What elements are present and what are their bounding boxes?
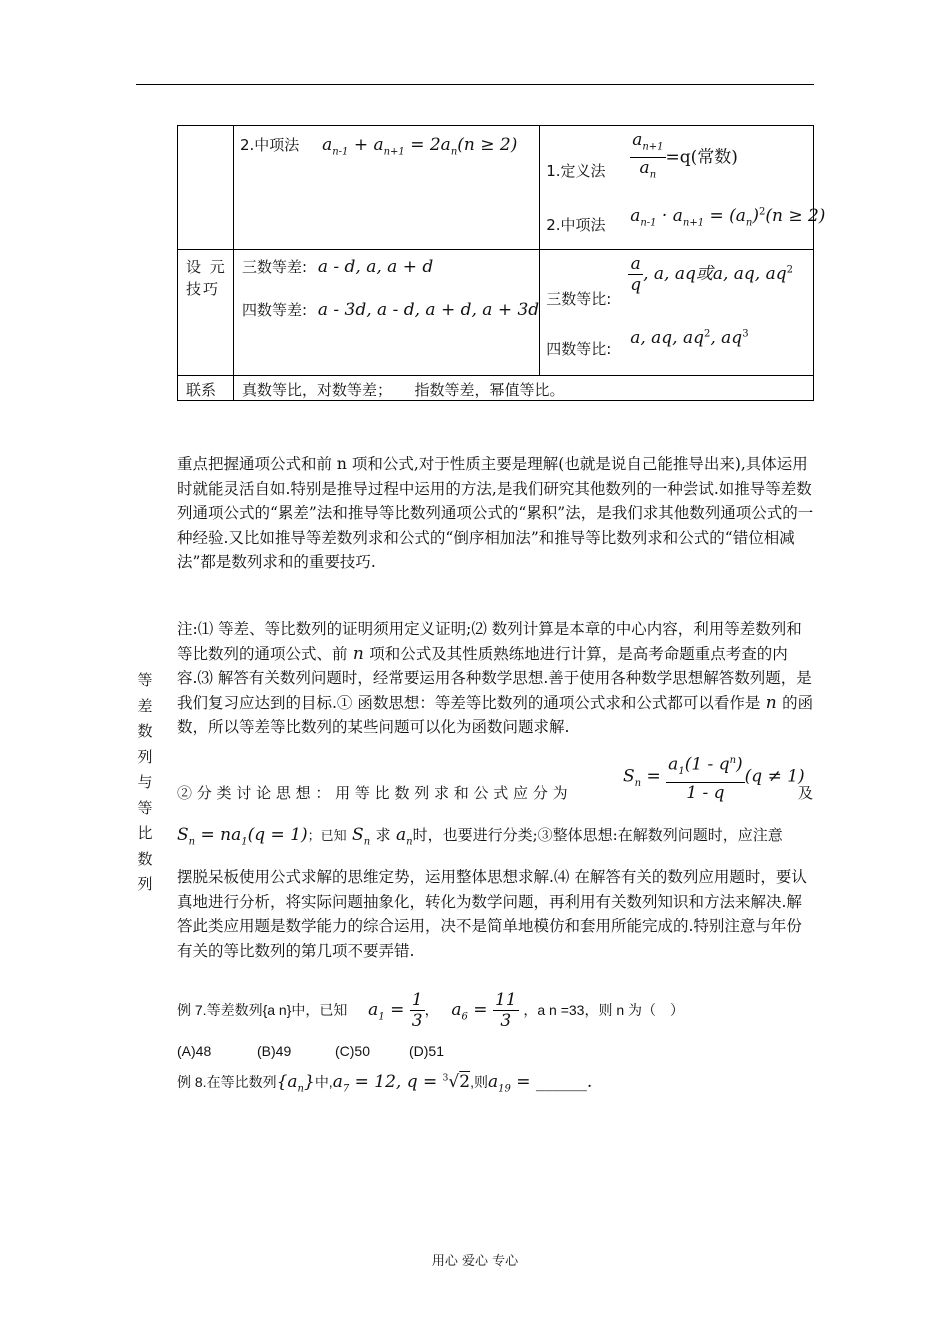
note-paragraph-end: 摆脱呆板使用公式求解的思维定势，运用整体思想求解.⑷ 在解答有关的数列应用题时，要认真地进行分析，将实际问题抽象化，转化为数学问题，再利用有关数列知识和方法来解决.解答此类应用题是数学能力的综合运用，决不是简单地模仿和套用所能完成的.特别注意与年份有关的等比数列的第几项不要弄错.: [177, 868, 807, 960]
sum-formula: $S_n$ = $\frac{a_1(1 - q^n)}{1 - q}$ (q ≠ 1): [623, 751, 805, 803]
arith-midterm-label: 2.中项法: [240, 136, 300, 154]
table-cell-arith-midterm: [234, 126, 540, 250]
example-7: 例 7.等差数列{a n}中，已知 $a_1$ = $\frac{1}{3}$ ， $a_6$ = $\frac{11}{3}$ ，a n =33，则 n 为（ ）: [177, 990, 685, 1031]
relation-text: 真数等比，对数等差； 指数等差，幂值等比。: [242, 381, 565, 399]
footer: 用心 爱心 专心: [431, 1254, 519, 1269]
option-c: (C)50: [335, 1043, 371, 1059]
table-cell-empty: [178, 126, 234, 250]
summary-table: [177, 125, 826, 401]
table-cell-label: [178, 250, 234, 376]
side-title: 等 差 数 列 与 等 比 数 列: [137, 671, 153, 893]
relation-label: 联系: [186, 381, 217, 399]
setup-label: 设 元 技巧: [186, 258, 227, 298]
example-8: 例 8.在等比数列$\{a_n\}$中$,a_7 = 12$, q = $^3$√2,则$a_{19}$ = ______.: [177, 1072, 593, 1095]
geo-mid-formula: $a_{n-1} \cdot a_{n+1} = (a_n)^2(n \ge 2)$: [630, 206, 826, 229]
geo-mid-label: 2.中项法: [546, 216, 606, 234]
header-rule: [136, 84, 814, 85]
note-paragraph: 注:⑴ 等差、等比数列的证明须用定义证明;⑵ 数列计算是本章的中心内容，利用等差数列和等比数列的通项公式、前 n 项和公式及其性质熟练地进行计算，是高考命题重点考查的内容.⑶ 解答有关数列问题时，经常要运用各种数学思想.善于使用各种数学思想解答数列题，是我们复习应达到的目标.① 函数思想：等差等比数列的通项公式求和公式都可以看作是 n 的函数，所以等差等比数列的某些问题可以化为函数问题求解.: [177, 620, 814, 736]
four-arith-expr: a - 3d, a - d, a + d, a + 3d: [317, 300, 540, 320]
example-7-options: [177, 1043, 444, 1059]
option-b: (B)49: [257, 1043, 292, 1059]
three-arith-expr: a - d, a, a + d: [317, 257, 434, 277]
option-a: (A)48: [177, 1043, 212, 1059]
three-geo-expr: $\frac{a}{q}$ , a, aq或a, aq, $aq^2$: [630, 254, 794, 295]
table-row: [178, 376, 814, 401]
four-geo-label: 四数等比:: [546, 340, 612, 358]
table-row: [178, 126, 814, 250]
paragraph-key-points: 重点把握通项公式和前 n 项和公式,对于性质主要是理解(也就是说自己能推导出来),具体运用时就能灵活自如.特别是推导过程中运用的方法,是我们研究其他数列的一种尝试.如推导等差数列通项公式的“累差”法和推导等比数列通项公式的“累积”法，是我们求其他数列通项公式的一种经验.又比如推导等差数列求和公式的“倒序相加法”和推导等比数列求和公式的“错位相减法”都是数列求和的重要技巧.: [177, 455, 814, 571]
classification-line: ② 分 类 讨 论 思 想 ： 用 等 比 数 列 求 和 公 式 应 分 为: [177, 784, 568, 802]
three-arith-label: 三数等差:: [242, 258, 308, 276]
arith-midterm-formula: $a_{n-1} + a_{n+1} = 2a_n(n \ge 2)$: [322, 135, 518, 158]
option-d: (D)51: [409, 1043, 445, 1059]
geo-def-formula: $\frac{a_{n+1}}{a_n}$ =q(常数): [632, 130, 738, 181]
four-arith-label: 四数等差:: [242, 301, 308, 319]
three-geo-label: 三数等比:: [546, 290, 612, 308]
geo-def-label: 1.定义法: [546, 162, 606, 180]
table-cell-arith-setup: [234, 250, 540, 376]
table-cell-geo-methods: [540, 126, 826, 250]
and-word: 及: [798, 784, 814, 802]
table-cell-label: [178, 376, 234, 401]
table-cell-geo-setup: [540, 250, 814, 376]
table-cell-relation: [234, 376, 814, 401]
four-geo-expr: a, aq, $aq^2$, $aq^3$: [630, 328, 749, 348]
classification-line-2: $S_n = na_1(q = 1)$；已知 $S_n$ 求 $a_n$时，也要进行分类;③整体思想:在解数列问题时，应注意: [177, 825, 783, 848]
table-row: [178, 250, 814, 376]
